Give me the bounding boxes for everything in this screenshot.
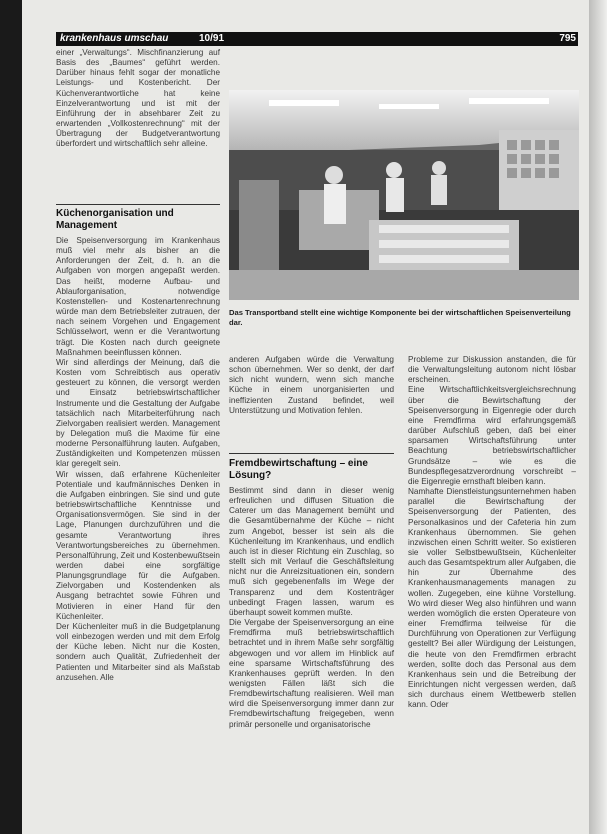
heading-kuechenorganisation: Küchenorganisation und Management (56, 208, 174, 231)
paragraph: Wir sind allerdings der Meinung, daß die Kosten vom Schreibtisch aus operativ gesteuert zu können, die versorgt werden und Einsatz betriebswirtschaftlicher Instrumente und die Gestaltung der Aufgabe tatsächlich nach Mitarbeiterführung nach Zielvorgaben realisiert werden. Management by Delegation muß die Maxime für eine moderne Personalführung lauten. Aufgaben, Zuständigkeiten und Kompetenzen müssen klar geregelt sein. (56, 357, 220, 469)
paragraph: Eine Wirtschaftlichkeitsvergleichsrechnung über die Bewirtschaftung der Speisenversorgung in Eigenregie oder durch eine Fremdfirma wird erfahrungsgemäß darüber Aufschluß geben, daß bei einer sparsamen Wirtschaftsführung unter Beachtung betriebswirtschaftlicher Grundsätze – wie es die Bundespflegesatzverordnung vorschreibt – die Eigenregie ernsthaft bleiben kann. (408, 385, 576, 486)
running-header (56, 32, 578, 46)
kitchen-photo-image (229, 90, 579, 300)
paragraph: Die Vergabe der Speisenversorgung an eine Fremdfirma muß betriebswirtschaftlich betrachtet und in ihrem Maße sehr sorgfältig abgewogen und vor allem im Hinblick auf eine sparsame Wirtschaftsführung des Krankenhauses geprüft werden. In den wenigsten Fällen läßt sich die Fremdbewirtschaftung realisieren. Weil man wird die Speisenversorgung immer dann zur Fremdbewirtschaftung freigegeben, wenn primär personelle und organisatorische (229, 618, 394, 729)
heading-fremdbewirtschaftung: Fremdbewirtschaftung – eine Lösung? (229, 458, 368, 481)
section-heading-2 (229, 458, 394, 482)
column-1-intro: einer „Verwaltungs“. Mischfinanzierung auf Basis des „Baumes“ geführt werden. Darüber hinaus fehlt sogar der monatliche Leistungs- und Kostenbericht. Der Küchenverantwortliche hat keine Einzelverantwortung und ist mit der Einführung der in absehbarer Zeit zu erwartenden „Vollkostenrechnung“ mit der Übertragung der Budgetverantwortung überfordert und wirtschaftlich sehr alleine. (56, 48, 220, 149)
column-2 (229, 355, 394, 416)
column-1-body (56, 236, 220, 683)
paragraph: Die Speisenversorgung im Krankenhaus muß viel mehr als bisher an die Anforderungen der Zeit, d. h. an die Aufgaben von morgen angepaßt werden. Das heißt, moderne Aufbau- und Ablauforganisation, notwendige Kostenstellen- und Kostenartenrechnung würde man dem Betriebsleiter zutrauen, der nach seinem Vorgehen und Engagement Schlüsselwort, wenn er die Verantwortung trägt. Die Kosten nach durch geeignete Maßnahmen beeinflussen können. (56, 236, 220, 357)
page-number: 795 (559, 33, 576, 44)
paragraph: Der Küchenleiter muß in die Budgetplanung voll einbezogen werden und mit dem Erfolg der Küche leben. Nicht nur die Kosten, sondern auch Qualität, Zufriedenheit der Patienten und Mitarbeiter sind als Maßstab anzusehen. Alle (56, 621, 220, 682)
photo-caption: Das Transportband stellt eine wichtige Komponente bei der wirtschaftlichen Speisenverteilung dar. (229, 308, 571, 327)
column-2-intro: anderen Aufgaben würde die Verwaltung schon übernehmen. Wer so denkt, der darf sich nicht wundern, wenn sich manche Küche in einem unorganisierten und ineffizienten Zustand befindet, weil Unterstützung und Motivation fehlen. (229, 355, 394, 415)
scan-border (0, 0, 22, 834)
column-1 (56, 48, 220, 150)
column-3 (408, 355, 576, 710)
section-heading-1 (56, 208, 220, 232)
page-edge (589, 0, 607, 834)
column-2-body (229, 486, 394, 730)
paragraph: Bestimmt sind dann in dieser wenig erfreulichen und diffusen Situation die Caterer um das Management bemüht und die Gesamtübernahme der Küche – nicht zum Angebot, besser ist sein als die Küchenleitung im Krankenhaus, und endlich auch ist in dieser Richtung ein Zuschlag, so stellt sich mit Verlauf die Geschäftsleitung nicht nur die Anreizsituationen ein, sondern muß sich gegebenenfalls im Wege der Transparenz und dem Kostenträger unbedingt Fragen lassen, warum es überhaupt soweit kommen mußte. (229, 486, 394, 617)
column-3-intro: Probleme zur Diskussion anstanden, die für die Verwaltungsleitung autonom nicht lösbar erscheinen. (408, 355, 576, 385)
paragraph: Wir wissen, daß erfahrene Küchenleiter Potentiale und kaufmännisches Denken in die Aufgaben einbringen. Sie sind und gute betriebswirtschaftliche Kenntnisse und Organisationsvermögen. Sie sind in der Lage, Planungen durchzuführen und die gesamte Verantwortung ihres Verantwortungsbereiches zu übernehmen. Personalführung, Zeit und Kostenbewußtsein werden dabei eine sorgfältige Planungsgrundlage für die Aufgaben. Zielvorgaben und Kostendenken als Ausgang betrachtet sowie Führen und Motivieren in einer Hand für den Küchenleiter. (56, 469, 220, 621)
section-rule (56, 204, 220, 205)
kitchen-photo (229, 90, 579, 300)
section-rule (229, 453, 394, 454)
paragraph: Namhafte Dienstleistungsunternehmen haben parallel die Bewirtschaftung der Speisenversorgung der Patienten, des Personalkasinos und der Cafeteria hin zum Krankenhaus übernommen. Sie gehen inzwischen einen Schritt weiter. So existieren sie voller Selbstbewußtsein, Küchenleiter auch das Gesamtspektrum aller Aufgaben, die hin zur Übernahme des Krankenhausmanagements managen zu wollen. Zugegeben, eine kühne Vorstellung. Wo wird dieser Weg also hinführen und wann werden womöglich die ersten Operateure von einer Fremdfirma teilweise für die Durchführung von Operationen zur Verfügung gestellt? Bei aller Würdigung der Leistungen, die heute von den Fremdfirmen erbracht werden, sollte doch das Personal aus dem Krankenhaus sein und die Betreibung der Einrichtungen nicht vergessen werden, daß sich durchaus einem Wettbewerb stellen kann. Oder (408, 487, 576, 710)
magazine-title: krankenhaus umschau (60, 33, 169, 44)
issue-number: 10/91 (199, 33, 225, 44)
